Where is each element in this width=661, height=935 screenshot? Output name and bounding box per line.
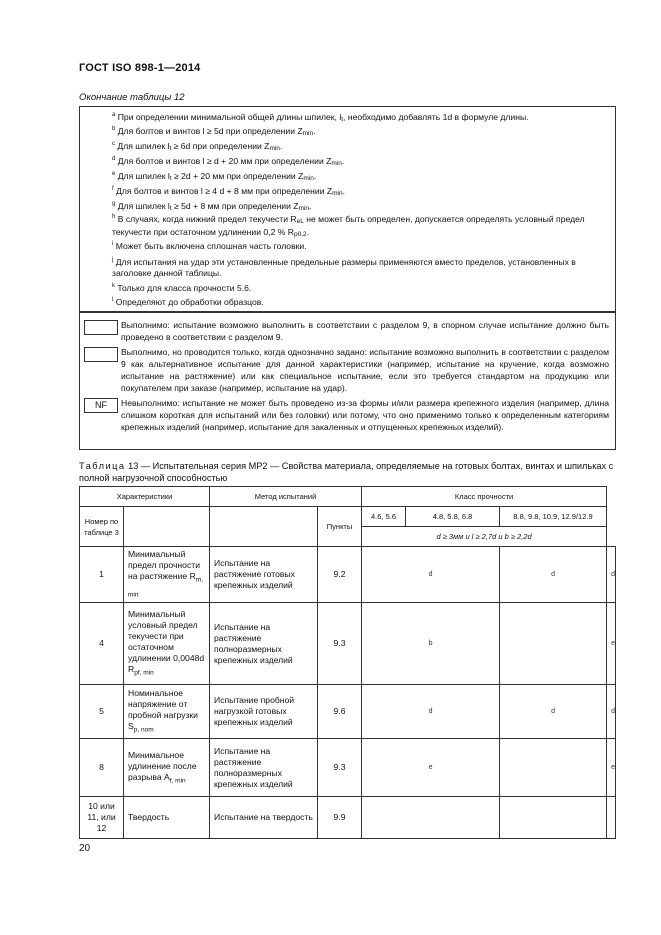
footnote (112, 110, 608, 125)
row-class-mark (362, 797, 500, 839)
table-row (80, 685, 616, 739)
table-row (80, 603, 616, 685)
footnote (112, 154, 608, 169)
header-characteristics: Характеристики (80, 487, 210, 507)
header-class-3: 8.8, 9.8, 10.9, 12.9/12.9 (500, 507, 607, 527)
row-table3-number: 10 или 11, или 12 (80, 797, 124, 839)
footnote-text-tail: ≥ 2d + 20 мм при определении Z (171, 170, 304, 181)
footnote-text: Для болтов и винтов l ≥ 5d при определении Z (115, 125, 303, 136)
footnote-subscript: min (298, 204, 310, 212)
row-class-mark (500, 603, 607, 685)
row-test-method: Испытание на растяжение полноразмерных крепежных изделий (210, 603, 318, 685)
row-class-mark: b (362, 603, 500, 685)
footnote-subscript: p0,2 (293, 230, 307, 238)
header-dimensions: d ≥ 3мм и l ≥ 2,7d и b ≥ 2,2d (362, 527, 607, 547)
row-test-method: Испытание на растяжение готовых крепежных изделий (210, 547, 318, 603)
footnote-subscript: min (303, 174, 314, 182)
footnote-text-tail: . (313, 170, 317, 181)
legend-text: Выполнимо, но проводится только, когда однозначно задано: испытание возможно выполнить в соответствии с разделом 9 как альтернативное испытание для данной характеристики (например, испытание на кручение, когда возможно испытание на растяжение) или как специальное испытание, если это требуется стандартом на продукцию или покупателем при заказе (например, испытание на удар). (121, 347, 609, 393)
row-class-mark: e (607, 739, 616, 797)
footnote-text-tail: ≥ 5d + 8 мм при определении Z (171, 200, 299, 211)
footnote-text: Определяют до обработки образцов. (113, 296, 264, 307)
row-table3-number: 1 (80, 547, 124, 603)
header-class-2: 4.8, 5.8, 6.8 (406, 507, 500, 527)
footnote-text: В случаях, когда нижний предел текучести R (115, 213, 297, 224)
document-header: ГОСТ ISO 898-1—2014 (79, 62, 201, 74)
row-class-mark: d (500, 685, 607, 739)
footnote (112, 169, 608, 184)
footnote (112, 239, 608, 252)
row-class-mark (500, 739, 607, 797)
characteristic-subscript: m, min (128, 576, 204, 599)
table-caption-prefix: Таблица (79, 461, 126, 471)
characteristic-subscript: pf, min (134, 669, 154, 677)
footnote-text: Для шпилек l (115, 170, 170, 181)
footnote-mark: i (112, 241, 114, 247)
footnote-subscript: eL (296, 217, 304, 225)
footnote-mark: f (112, 186, 114, 192)
footnote-text: Для болтов и винтов l ≥ 4 d + 8 мм при определении Z (113, 185, 333, 196)
footnote (112, 255, 608, 279)
row-clause: 9.9 (318, 797, 362, 839)
footnote-mark: d (112, 156, 116, 162)
footnote-mark: j (112, 257, 114, 263)
row-clause: 9.3 (318, 603, 362, 685)
footnote-subscript: min (302, 129, 314, 137)
table-caption (79, 460, 619, 484)
footnote-mark: h (112, 214, 116, 220)
table-caption-text: 13 — Испытательная серия МР2 — Свойства материала, определяемые на готовых болтах, винтах и шпильках с полной нагрузочной способностью (79, 461, 614, 483)
footnote-text-tail: . (306, 226, 310, 237)
row-class-mark: d (362, 547, 500, 603)
characteristic-subscript: f, min (169, 777, 186, 785)
legend-symbol-box (84, 320, 118, 335)
footnote-mark: g (112, 201, 116, 207)
footnote-text: При определении минимальной общей длины шпилек, l (115, 111, 342, 122)
footnote-text: Для шпилек l (115, 140, 170, 151)
row-clause: 9.3 (318, 739, 362, 797)
header-method: Метод испытаний (210, 487, 362, 507)
footnote-text: Для болтов и винтов l ≥ d + 20 мм при определении Z (115, 155, 332, 166)
footnote-text: Для испытания на удар эти установленные предельные размеры применяются вместо пределов, установленных в заголовке данной таблицы. (112, 256, 576, 278)
table-continuation-label: Окончание таблицы 12 (79, 92, 185, 103)
row-test-method: Испытание пробной нагрузкой готовых крепежных изделий (210, 685, 318, 739)
footnote-subscript: t (169, 204, 172, 212)
footnote-mark: b (112, 126, 116, 132)
footnote-subscript: t (341, 115, 344, 123)
footnote (112, 139, 608, 154)
legend-text: Невыполнимо: испытание не может быть проведено из-за формы и/или размера крепежного изделия (например, длина слишком короткая для испытаний или без головки) или потому, что оно применимо только к определенным категориям крепежных изделий (например, испытание для закаленных и отпущенных крепежных изделий). (121, 398, 609, 432)
footnote-mark: c (112, 141, 115, 147)
footnote-subscript: min (269, 144, 280, 152)
row-class-mark: d (362, 685, 500, 739)
header-strength-class: Класс прочности (362, 487, 607, 507)
table-13 (79, 486, 616, 839)
footnote (112, 295, 608, 308)
footnote-subscript: min (332, 189, 343, 197)
footnote-text: Только для класса прочности 5.6. (115, 282, 252, 293)
header-empty-1 (124, 507, 210, 547)
row-class-mark: e (607, 603, 616, 685)
row-class-mark: d (500, 547, 607, 603)
row-test-method: Испытание на растяжение полноразмерных крепежных изделий (210, 739, 318, 797)
row-characteristic: Номинальное напряжение от пробной нагрузки $S_{p, nom}$ (124, 685, 210, 739)
row-table3-number: 4 (80, 603, 124, 685)
table-row (80, 739, 616, 797)
legend-symbol-box (84, 347, 118, 362)
row-class-mark: e (362, 739, 500, 797)
footnote-subscript: min (331, 159, 342, 167)
header-table3-number: Номер по таблице 3 (80, 507, 124, 547)
header-empty-2 (210, 507, 318, 547)
footnote-mark: a (112, 112, 116, 118)
row-test-method: Испытание на твердость (210, 797, 318, 839)
footnote (112, 281, 608, 294)
footnote-mark: k (112, 283, 115, 289)
header-class-1: 4.6, 5.6 (362, 507, 406, 527)
footnote-text-tail: . (342, 185, 346, 196)
row-characteristic: Минимальный условный предел текучести при остаточном удлинении 0,0048d $R_{pf, min}$ (124, 603, 210, 685)
row-characteristic: Минимальный предел прочности на растяжение $R_{m, min}$ (124, 547, 210, 603)
row-table3-number: 5 (80, 685, 124, 739)
footnote (112, 212, 608, 240)
legend-text: Выполнимо: испытание возможно выполнить в соответствии с разделом 9, в спорном случае испытание должно быть проведено в соответствии с разделом 9. (121, 320, 609, 342)
footnote-mark: e (112, 171, 116, 177)
row-class-mark: d (607, 547, 616, 603)
footnote-text-tail: , необходимо добавлять 1d в формуле длины. (343, 111, 529, 122)
row-characteristic: Твердость (124, 797, 210, 839)
footnote-mark: l (112, 297, 114, 303)
characteristic-subscript: p, nom (133, 726, 154, 734)
footnote-subscript: t (169, 174, 172, 182)
row-clause: 9.6 (318, 685, 362, 739)
row-characteristic: Минимальное удлинение после разрыва $A_{f, min}$ (124, 739, 210, 797)
footnote-text: Для шпилек l (115, 200, 170, 211)
row-class-mark (607, 797, 616, 839)
row-table3-number: 8 (80, 739, 124, 797)
footnote-text-tail: . (313, 125, 316, 136)
footnote-text-tail: не может быть определен, допускается определять условный предел текучести при остаточном удлинении 0,2 % R (112, 213, 585, 237)
footnote (112, 124, 608, 139)
footnote (112, 184, 608, 199)
footnote-subscript: t (169, 144, 172, 152)
row-clause: 9.2 (318, 547, 362, 603)
row-class-mark (500, 797, 607, 839)
footnote-text-tail: . (279, 140, 283, 151)
footnote-text-tail: . (341, 155, 345, 166)
footnote-text: Может быть включена сплошная часть головки. (113, 240, 307, 251)
header-clauses: Пункты (318, 507, 362, 547)
legend-symbol-box: NF (84, 398, 118, 413)
table-row (80, 797, 616, 839)
footnote-text-tail: ≥ 6d при определении Z (171, 140, 270, 151)
page-number: 20 (79, 843, 91, 854)
footnote-text-tail: . (309, 200, 312, 211)
row-class-mark: d (607, 685, 616, 739)
table-row (80, 547, 616, 603)
